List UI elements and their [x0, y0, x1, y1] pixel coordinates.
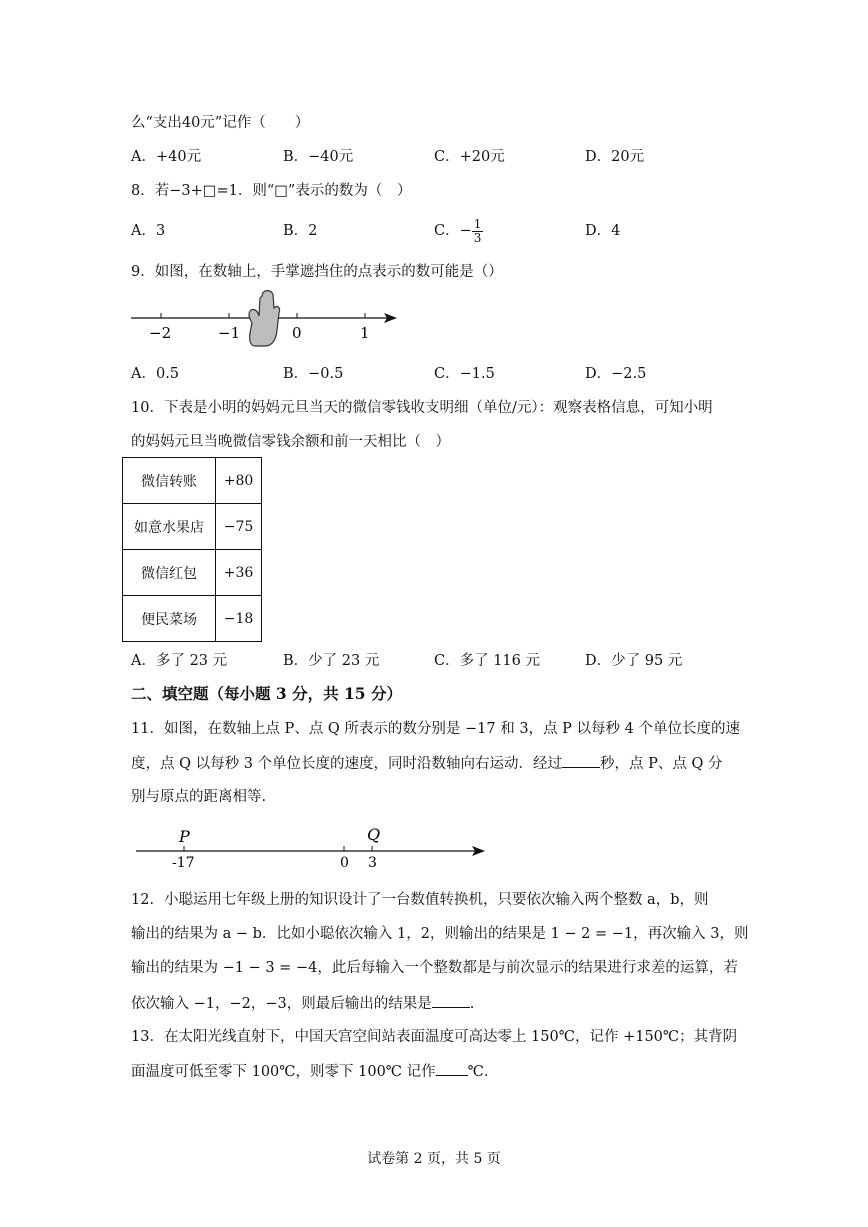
- q9-option-d: D．−2.5: [585, 366, 647, 382]
- q12-line2: 输出的结果为 a − b．比如小聪依次输入 1，2，则输出的结果是 1 − 2 = −1，再次输入 3，则: [131, 926, 749, 942]
- q11-number-line-figure: [130, 822, 492, 872]
- q7-stem-tail: 么“支出40元”记作（ ）: [131, 115, 310, 131]
- q12-line4-text-b: .: [469, 996, 475, 1012]
- q8-option-c-prefix: C．−: [434, 223, 472, 239]
- q9-number-line-figure: [125, 288, 415, 358]
- fraction-numerator: 1: [473, 216, 482, 231]
- q9-stem: 9．如图，在数轴上，手掌遮挡住的点表示的数可能是（）: [131, 264, 503, 280]
- q7-option-b: B．−40元: [283, 149, 354, 165]
- q12-answer-blank[interactable]: [432, 993, 470, 1008]
- q7-option-c: C．+20元: [434, 149, 505, 165]
- ledger-amount: +80: [216, 458, 262, 504]
- q11-line1: 11．如图，在数轴上点 P、点 Q 所表示的数分别是 −17 和 3，点 P 以每秒 4 个单位长度的速: [131, 721, 740, 737]
- ledger-amount: −18: [216, 596, 262, 642]
- q9-option-c: C．−1.5: [434, 366, 495, 382]
- q8-option-c-fraction: [472, 218, 484, 245]
- q10-option-b: B．少了 23 元: [283, 653, 380, 669]
- q13-line1: 13．在太阳光线直射下，中国天宫空间站表面温度可高达零上 150℃，记作 +150℃；其背阴: [131, 1029, 738, 1045]
- page-footer: 试卷第 2 页，共 5 页: [367, 1151, 501, 1167]
- ledger-item: 微信转账: [123, 458, 216, 504]
- origin-label: 0: [340, 855, 349, 871]
- ledger-amount: +36: [216, 550, 262, 596]
- tick-label-neg1: −1: [218, 324, 241, 342]
- table-row: [123, 458, 262, 504]
- ledger-item: 便民菜场: [123, 596, 216, 642]
- q8-option-b: B．2: [283, 223, 318, 239]
- q13-line2: [131, 1061, 488, 1082]
- q8-stem: 8．若−3+□=1．则“□”表示的数为（ ）: [131, 183, 412, 199]
- tick-label-1: 1: [360, 324, 370, 342]
- q13-line2-text-b: ℃.: [467, 1064, 489, 1080]
- q10-stem-line1: 10．下表是小明的妈妈元旦当天的微信零钱收支明细（单位/元）：观察表格信息，可知小明: [131, 400, 713, 416]
- ledger-item: 如意水果店: [123, 504, 216, 550]
- q8-option-c: [434, 208, 483, 254]
- fraction-denominator: 3: [473, 230, 482, 245]
- q10-option-a: A．多了 23 元: [131, 653, 228, 669]
- q11-line2: [131, 753, 723, 774]
- q9-option-a: A．0.5: [131, 366, 180, 382]
- point-q-value: 3: [368, 855, 377, 871]
- q8-option-a: A．3: [131, 223, 166, 239]
- q13-answer-blank[interactable]: [436, 1061, 468, 1076]
- q10-option-c: C．多了 116 元: [434, 653, 540, 669]
- tick-label-0: 0: [292, 324, 302, 342]
- q11-answer-blank[interactable]: [562, 753, 600, 768]
- q10-option-d: D．少了 95 元: [585, 653, 683, 669]
- ledger-item: 微信红包: [123, 550, 216, 596]
- q11-line3: 别与原点的距离相等.: [131, 789, 267, 805]
- q12-line4: [131, 993, 474, 1014]
- q11-line2-text-a: 度，点 Q 以每秒 3 个单位长度的速度，同时沿数轴向右运动．经过: [131, 756, 563, 772]
- point-p-label: P: [179, 827, 190, 846]
- tick-label-neg2: −2: [149, 324, 172, 342]
- ledger-amount: −75: [216, 504, 262, 550]
- q10-stem-line2: 的妈妈元旦当晚微信零钱余额和前一天相比（ ）: [131, 434, 450, 450]
- section-2-title: 二、填空题（每小题 3 分，共 15 分）: [131, 684, 402, 703]
- table-row: [123, 550, 262, 596]
- q7-option-a: A．+40元: [131, 149, 202, 165]
- q7-option-d: D．20元: [585, 149, 645, 165]
- q13-line2-text-a: 面温度可低至零下 100℃，则零下 100℃ 记作: [131, 1064, 436, 1080]
- q12-line1: 12．小聪运用七年级上册的知识设计了一台数值转换机，只要依次输入两个整数 a，b，则: [131, 892, 709, 908]
- point-p-value: -17: [172, 855, 195, 871]
- point-q-label: Q: [367, 825, 381, 844]
- q9-option-b: B．−0.5: [283, 366, 344, 382]
- q8-option-d: D．4: [585, 223, 621, 239]
- q12-line4-text-a: 依次输入 −1，−2，−3，则最后输出的结果是: [131, 996, 432, 1012]
- q12-line3: 输出的结果为 −1 − 3 = −4，此后每输入一个整数都是与前次显示的结果进行求差的运算，若: [131, 960, 738, 976]
- table-row: [123, 596, 262, 642]
- q11-line2-text-b: 秒，点 P、点 Q 分: [600, 756, 723, 772]
- palm-hand-icon: [249, 291, 280, 346]
- table-row: [123, 504, 262, 550]
- q10-wechat-ledger-table: [122, 457, 262, 642]
